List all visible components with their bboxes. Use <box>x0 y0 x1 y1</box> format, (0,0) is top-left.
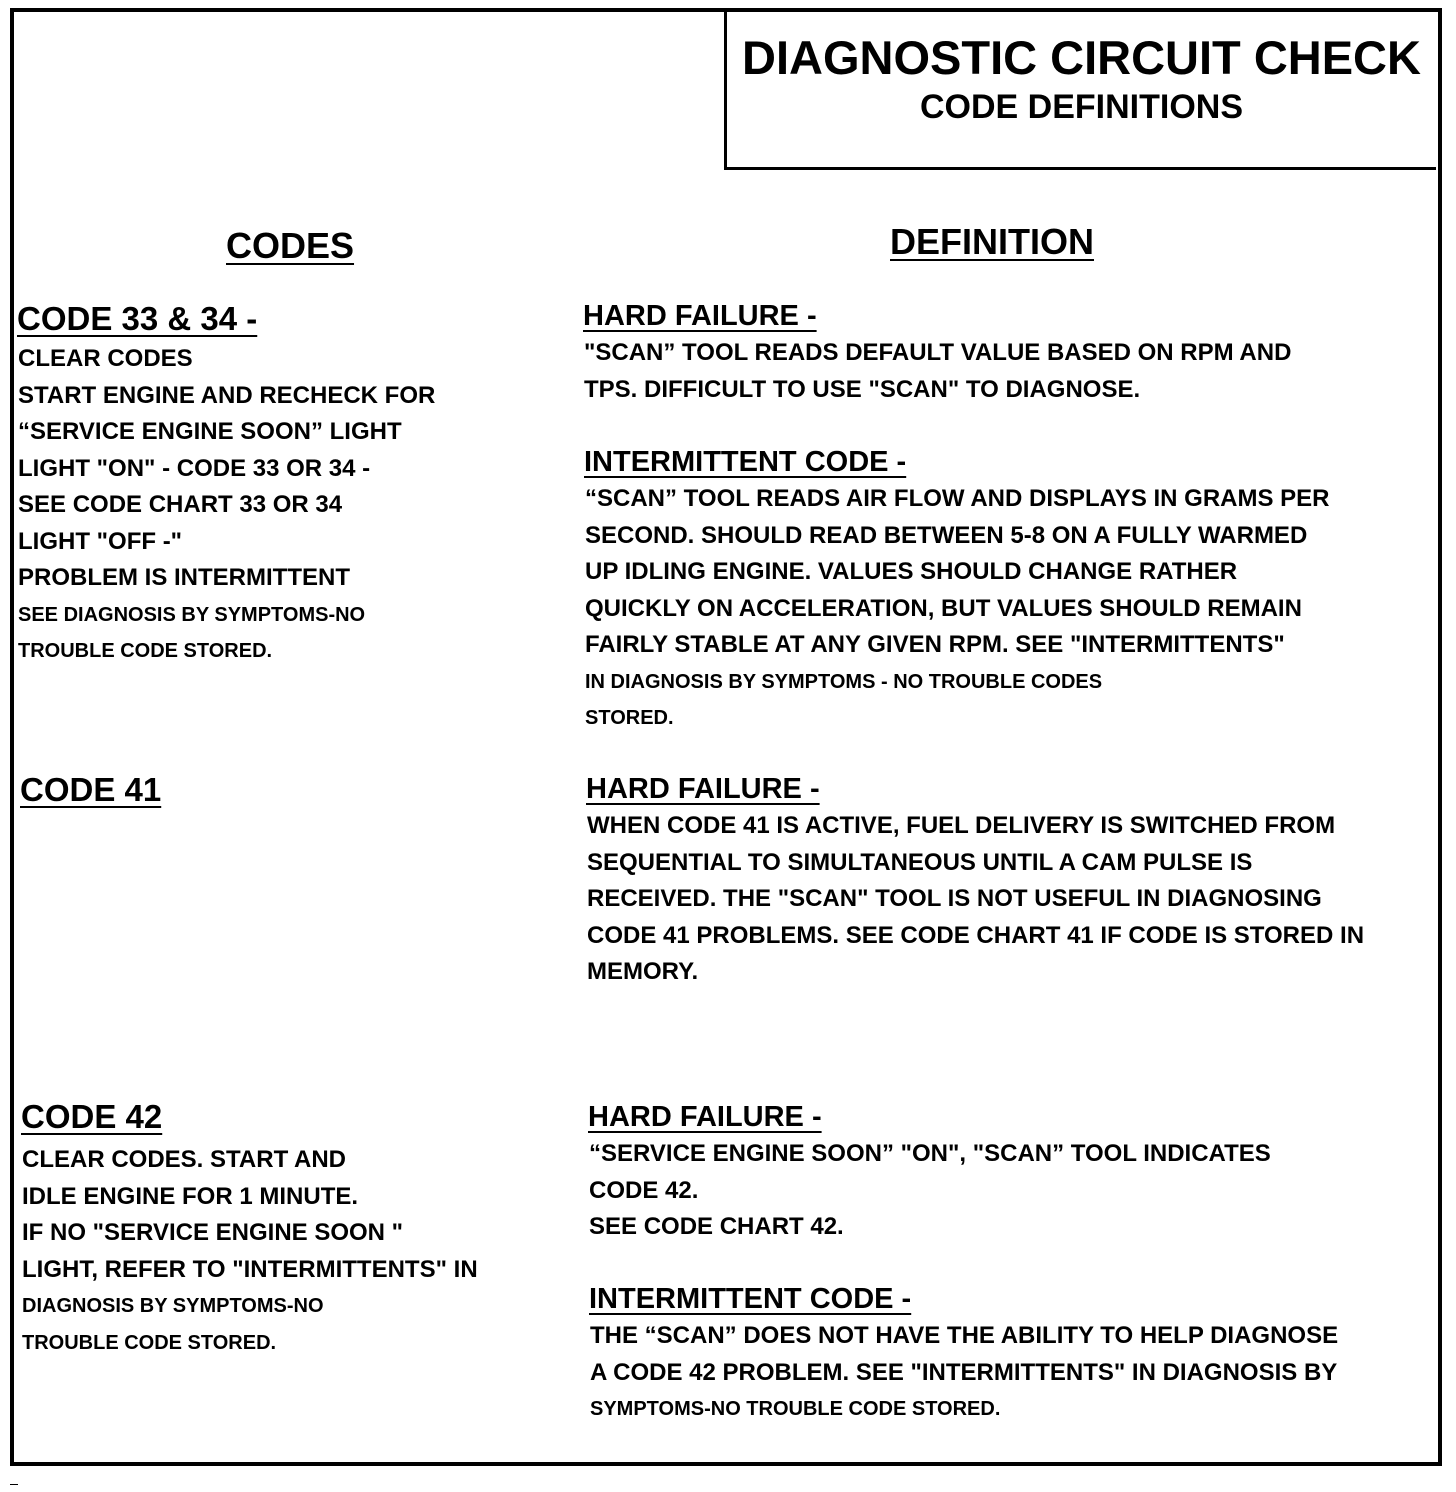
definition-column-heading: DEFINITION <box>890 221 1094 262</box>
text-line: CODE 41 PROBLEMS. SEE CODE CHART 41 IF CODE IS STORED IN <box>587 921 1365 949</box>
title-box <box>724 8 1436 170</box>
text-line: LIGHT "OFF -" <box>18 527 183 555</box>
text-line: IF NO "SERVICE ENGINE SOON " <box>22 1219 404 1246</box>
text-line: WHEN CODE 41 IS ACTIVE, FUEL DELIVERY IS SWITCHED FROM <box>587 812 1336 839</box>
text-line: TPS. DIFFICULT TO USE "SCAN" TO DIAGNOSE. <box>584 375 1141 403</box>
text-line: IDLE ENGINE FOR 1 MINUTE. <box>22 1182 359 1210</box>
text-line: LIGHT, REFER TO "INTERMITTENTS" IN <box>22 1255 478 1283</box>
text-line: SEE CODE CHART 42. <box>589 1213 844 1240</box>
text-line: DIAGNOSIS BY SYMPTOMS-NO <box>22 1295 324 1317</box>
page-title: DIAGNOSTIC CIRCUIT CHECK <box>742 31 1421 84</box>
code-33-34-heading: CODE 33 & 34 - <box>17 300 258 337</box>
code-41-hard-failure-text <box>587 808 1364 991</box>
text-line: LIGHT "ON" - CODE 33 OR 34 - <box>18 454 371 482</box>
code-42-hard-failure-heading: HARD FAILURE - <box>588 1101 822 1133</box>
page-subtitle: CODE DEFINITIONS <box>919 88 1244 126</box>
code-33-34-hard-failure-text <box>584 335 1291 408</box>
text-line: THE “SCAN” DOES NOT HAVE THE ABILITY TO HELP DIAGNOSE <box>590 1322 1339 1349</box>
text-line: STORED. <box>585 707 674 729</box>
text-line: UP IDLING ENGINE. VALUES SHOULD CHANGE RATHER <box>585 558 1238 585</box>
code-42-intermittent-text <box>590 1318 1338 1428</box>
codes-column-heading: CODES <box>226 225 355 266</box>
code-42-intermittent-heading: INTERMITTENT CODE - <box>589 1283 912 1315</box>
text-line: MEMORY. <box>587 958 699 985</box>
code-33-34-intermittent-heading: INTERMITTENT CODE - <box>584 446 907 478</box>
text-line: CODE 42. <box>589 1176 699 1204</box>
corner-mark <box>10 1484 18 1485</box>
text-line: QUICKLY ON ACCELERATION, BUT VALUES SHOULD REMAIN <box>585 594 1302 622</box>
text-line: IN DIAGNOSIS BY SYMPTOMS - NO TROUBLE CODES <box>585 670 1103 693</box>
text-line: RECEIVED. THE "SCAN" TOOL IS NOT USEFUL IN DIAGNOSING <box>587 885 1322 912</box>
code-42-heading: CODE 42 <box>21 1098 163 1135</box>
text-line: CLEAR CODES <box>18 345 193 372</box>
text-line: “SERVICE ENGINE SOON” "ON", "SCAN” TOOL INDICATES <box>589 1140 1271 1167</box>
text-line: CLEAR CODES. START AND <box>22 1146 346 1173</box>
code-41-heading: CODE 41 <box>20 771 162 808</box>
text-line: "SCAN” TOOL READS DEFAULT VALUE BASED ON RPM AND <box>584 339 1292 366</box>
code-33-34-steps <box>18 341 435 670</box>
text-line: PROBLEM IS INTERMITTENT <box>18 564 350 591</box>
code-33-34-intermittent-text <box>585 481 1330 737</box>
text-line: SECOND. SHOULD READ BETWEEN 5-8 ON A FULLY WARMED <box>585 521 1308 549</box>
text-line: SEE DIAGNOSIS BY SYMPTOMS-NO <box>18 603 366 626</box>
text-line: TROUBLE CODE STORED. <box>18 640 273 662</box>
text-line: SEQUENTIAL TO SIMULTANEOUS UNTIL A CAM PULSE IS <box>587 848 1253 876</box>
text-line: “SCAN” TOOL READS AIR FLOW AND DISPLAYS IN GRAMS PER <box>585 485 1330 512</box>
code-41-hard-failure-heading: HARD FAILURE - <box>586 773 820 805</box>
code-42-steps <box>22 1142 478 1361</box>
text-line: SYMPTOMS-NO TROUBLE CODE STORED. <box>590 1398 1001 1420</box>
text-line: TROUBLE CODE STORED. <box>22 1331 277 1354</box>
code-42-hard-failure-text <box>589 1136 1271 1246</box>
text-line: SEE CODE CHART 33 OR 34 <box>18 491 343 518</box>
code-33-34-hard-failure-heading: HARD FAILURE - <box>583 300 817 332</box>
text-line: “SERVICE ENGINE SOON” LIGHT <box>18 418 402 445</box>
text-line: START ENGINE AND RECHECK FOR <box>18 381 436 409</box>
text-line: A CODE 42 PROBLEM. SEE "INTERMITTENTS" IN DIAGNOSIS BY <box>590 1358 1338 1386</box>
text-line: FAIRLY STABLE AT ANY GIVEN RPM. SEE "INTERMITTENTS" <box>585 631 1285 658</box>
